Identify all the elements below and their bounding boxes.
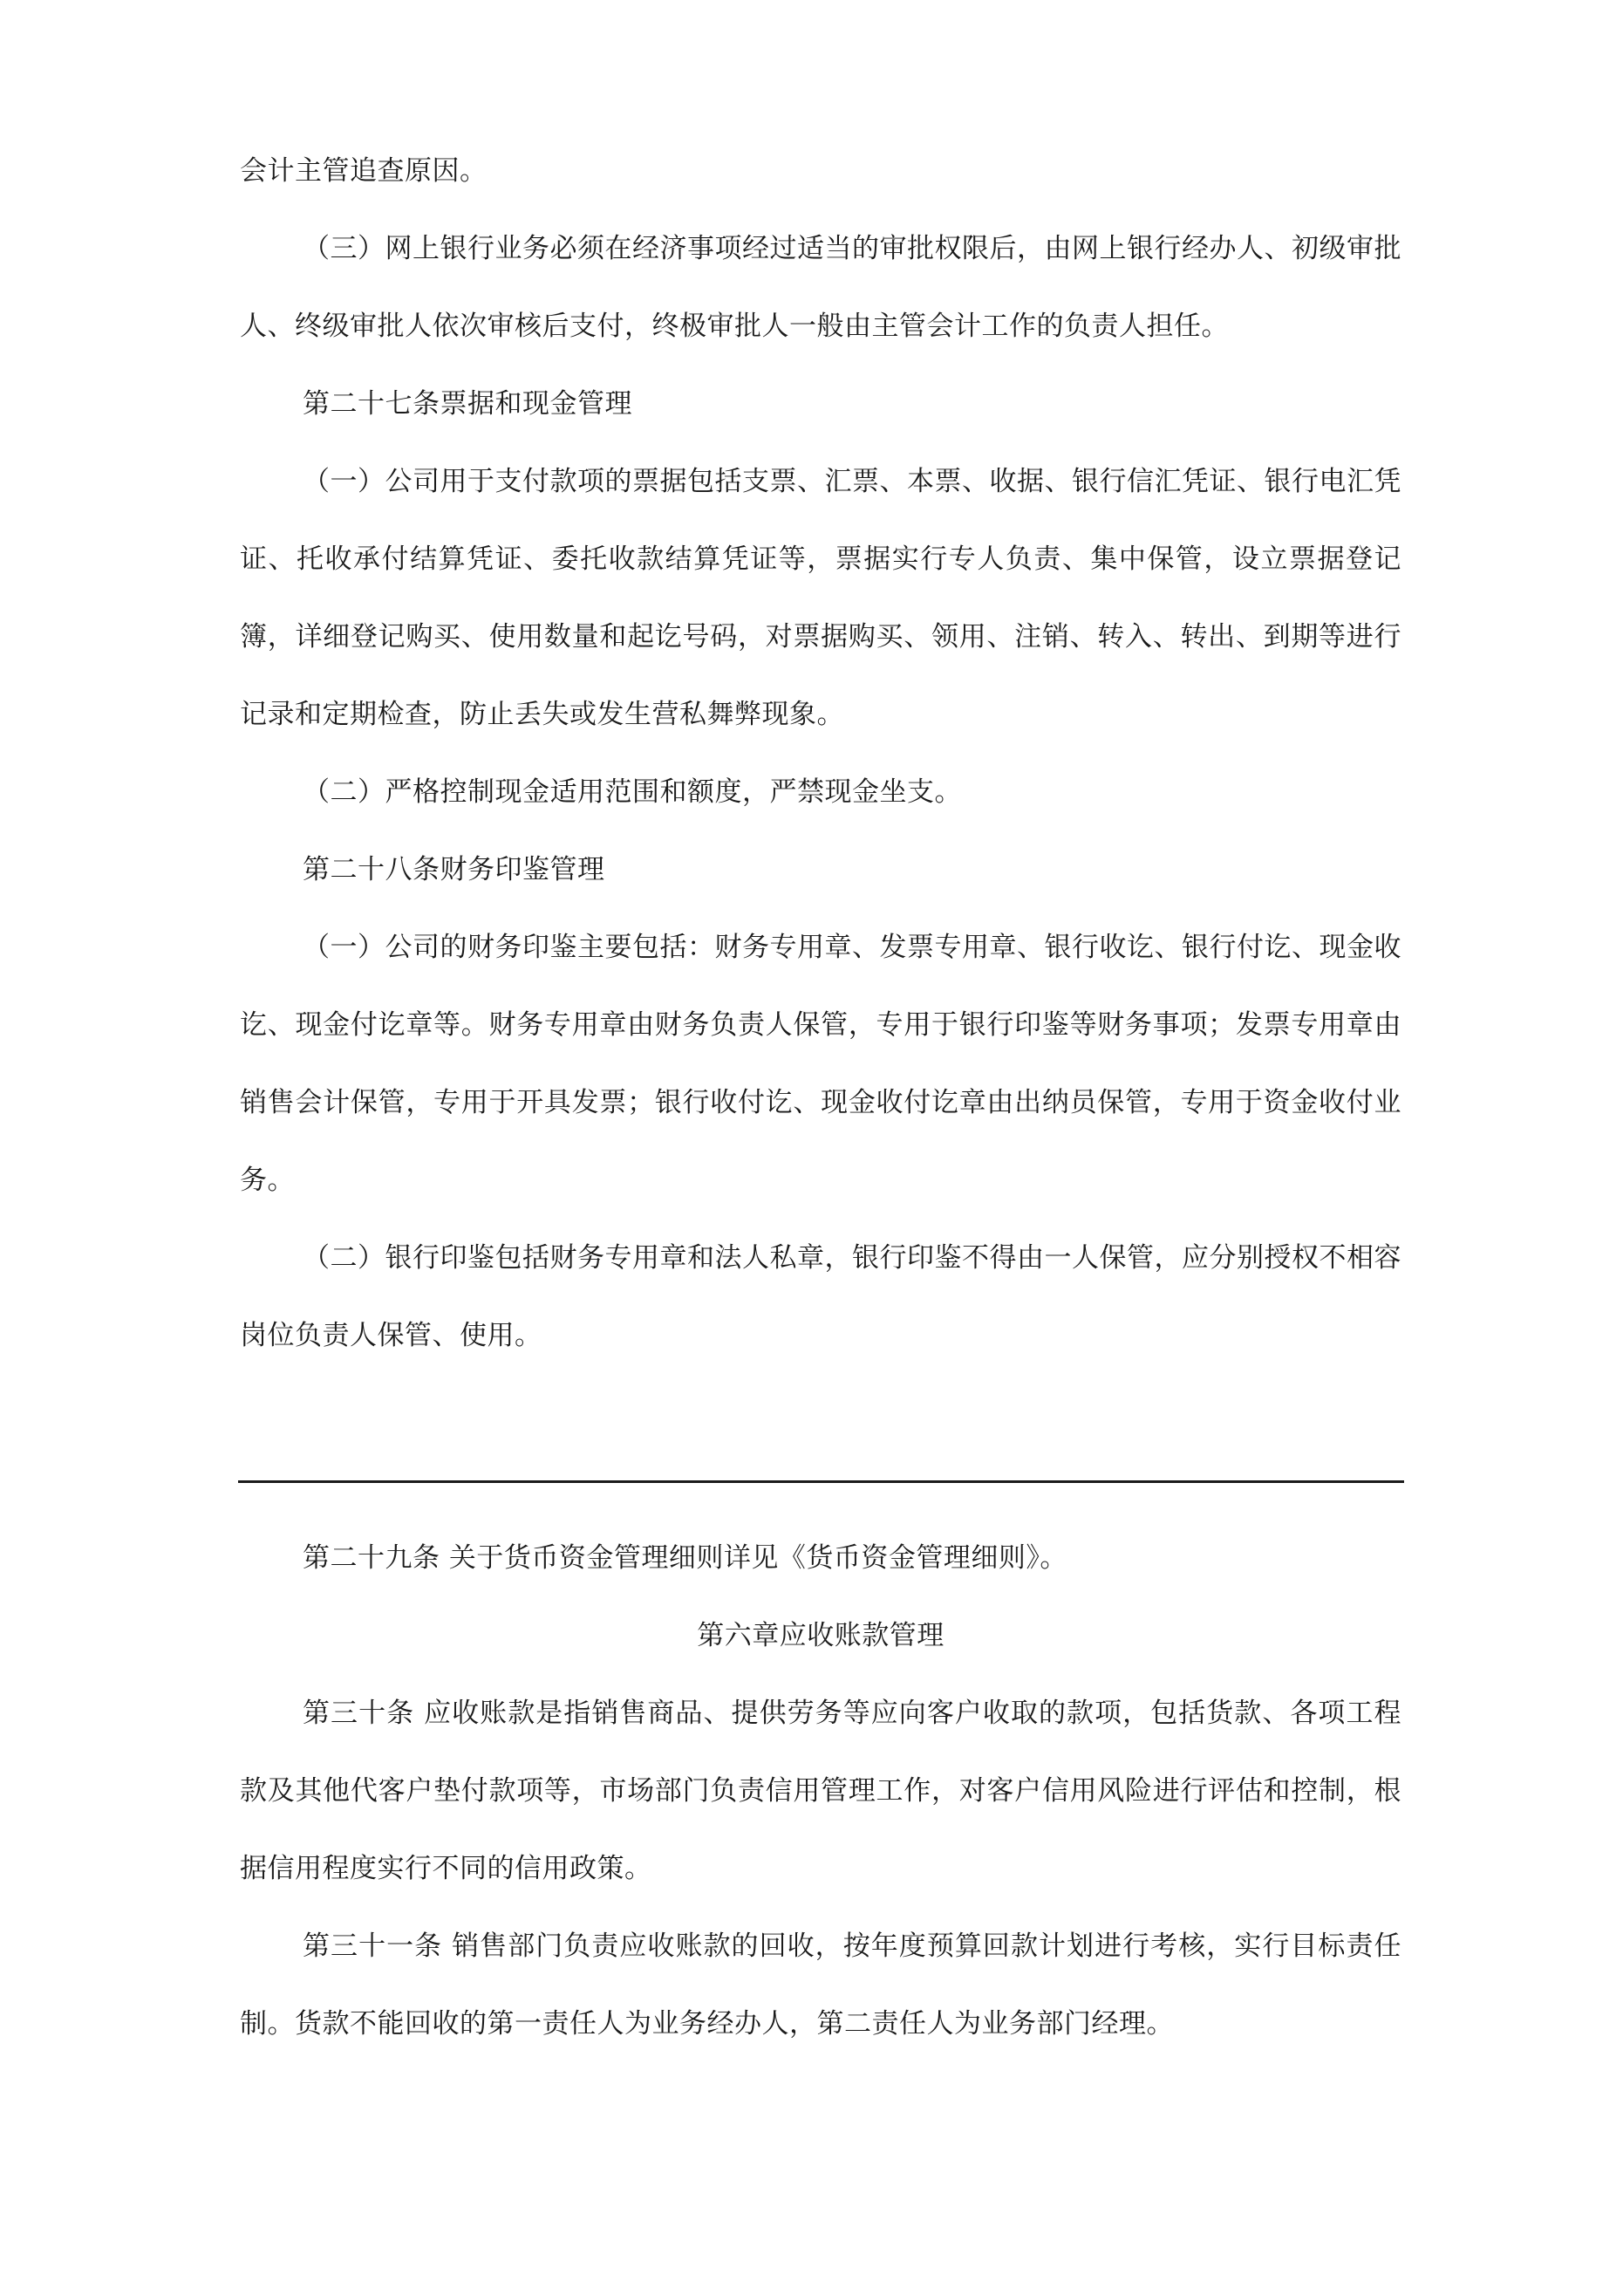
article-29: 第二十九条 关于货币资金管理细则详见《货币资金管理细则》。 (303, 1542, 1067, 1574)
article-27-heading: 第二十七条票据和现金管理 (303, 388, 632, 420)
chapter-6-title: 第六章应收账款管理 (697, 1620, 944, 1651)
paragraph-seal-types: （一）公司的财务印鉴主要包括：财务专用章、发票专用章、银行收讫、银行付讫、现金收讫、现金付讫章等。财务专用章由财务负责人保管，专用于银行印鉴等财务事项；发票专用章由销售会计保管，专用于开具发票；银行收付讫、现金收付讫章由出纳员保管，专用于资金收付业务。 (240, 932, 1401, 1196)
article-30: 第三十条 应收账款是指销售商品、提供劳务等应向客户收取的款项，包括货款、各项工程款及其他代客户垫付款项等，市场部门负责信用管理工作，对客户信用风险进行评估和控制，根据信用程度实行不同的信用政策。 (240, 1698, 1401, 1884)
page-divider (238, 1480, 1404, 1483)
body-text-bottom (240, 1520, 1401, 2063)
paragraph-bills-management: （一）公司用于支付款项的票据包括支票、汇票、本票、收据、银行信汇凭证、银行电汇凭证、托收承付结算凭证、委托收款结算凭证等，票据实行专人负责、集中保管，设立票据登记簿，详细登记购买、使用数量和起讫号码，对票据购买、领用、注销、转入、转出、到期等进行记录和定期检查，防止丢失或发生营私舞弊现象。 (240, 466, 1401, 730)
body-text-top (240, 133, 1401, 1375)
paragraph-online-banking-approval: （三）网上银行业务必须在经济事项经过适当的审批权限后，由网上银行经办人、初级审批人、终级审批人依次审核后支付，终极审批人一般由主管会计工作的负责人担任。 (240, 233, 1401, 342)
article-28-heading: 第二十八条财务印鉴管理 (303, 854, 605, 885)
paragraph-bank-seal-custody: （二）银行印鉴包括财务专用章和法人私章，银行印鉴不得由一人保管，应分别授权不相容岗位负责人保管、使用。 (240, 1242, 1401, 1351)
paragraph-continuation: 会计主管追查原因。 (240, 155, 488, 187)
paragraph-cash-control: （二）严格控制现金适用范围和额度，严禁现金坐支。 (303, 776, 962, 808)
article-31: 第三十一条 销售部门负责应收账款的回收，按年度预算回款计划进行考核，实行目标责任制。货款不能回收的第一责任人为业务经办人，第二责任人为业务部门经理。 (240, 1930, 1401, 2040)
